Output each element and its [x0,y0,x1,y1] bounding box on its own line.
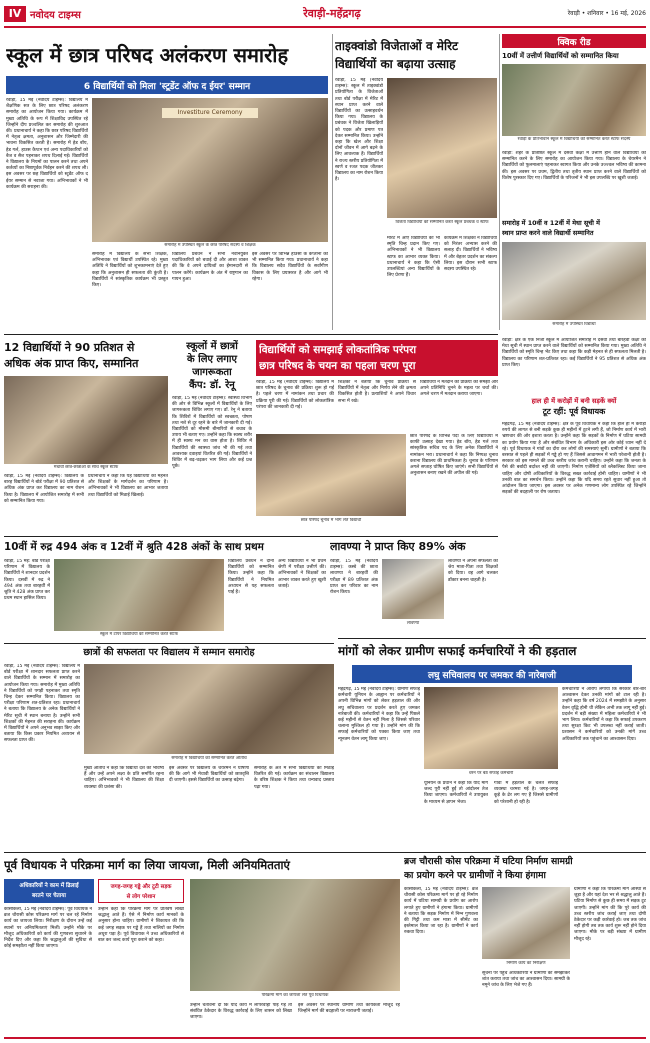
body-col2: मुख्य अतिथि ने कहा कि विद्यार्थी देश का भविष्य हैं और उन्हें अपने लक्ष्य के प्रति समर्पित रहना चाहिए। अभिभावकों ने भी विद्यालय की शिक्षा व्यवस्था की प्रशंसा की। [84,766,164,790]
lavanya-photo [382,559,444,619]
toppers-photo [4,376,168,464]
headline-line2: विद्यार्थियों का बढ़ाया उत्साह [335,57,456,71]
story-braj-chaurasi [404,855,646,1035]
body-col1: रेवाड़ी, 15 मई (नवोदय टाइम्स): विद्यालय के बारह विद्यार्थियों ने बोर्ड परीक्षा में 90 प्रतिशत से अधिक अंक प्राप्त कर विद्यालय का नाम रोशन किया है। विद्यालय में आयोजित समारोह में सभी को सम्मानित किया गया। [4,474,84,504]
body-col4: कर्मचारियों ने आरोप लगाया कि सरकार बार-बार आश्वासन देकर उनकी मांगों को टाल रही है। उन्होंने कहा कि वर्ष 2024 में समझौते के अनुसार वेतन वृद्धि होनी थी लेकिन अभी तक लागू नहीं हुई। प्रदर्शन में बड़ी संख्या में महिला कर्मचारियों ने भी भाग लिया। कर्मचारियों ने कहा कि सफाई उपकरण तथा सुरक्षा किट भी उपलब्ध नहीं कराई जाती। प्रशासन ने कर्मचारियों को उनकी मांगें उच्च अधिकारियों तक पहुंचाने का आश्वासन दिया। [562,687,646,742]
body: महेंद्रगढ़, 15 मई (नवोदय टाइम्स): क्षेत्र के पूर्व विधायक ने कहा कि हाल ही में करोड़ों रुपये की लागत से बनी सड़कें कुछ ही महीनों में टूटने लगी हैं, जो निर्माण कार्य में भारी भ्रष्टाचार की ओर इशारा करता है। उन्होंने कहा कि सड़कों के निर्माण में घटिया सामग्री का प्रयोग किया गया है और संबंधित विभाग के अधिकारी इस ओर कोई ध्यान नहीं दे रहे। पूर्व विधायक ने गांवों का दौरा कर लोगों की समस्याएं सुनीं। ग्रामीणों ने बताया कि बरसात से पहले ही सड़कों में गड्ढे हो गए हैं जिससे आवागमन में भारी परेशानी होती है। सरकार को इस मामले की उच्च स्तरीय जांच करानी चाहिए। उन्होंने कहा कि जनता के पैसे की बर्बादी बर्दाश्त नहीं की जाएगी। निर्माण एजेंसियों को ब्लैकलिस्ट किया जाना चाहिए और दोषी अधिकारियों के विरुद्ध सख्त कार्रवाई होनी चाहिए। ग्रामीणों ने भी उनकी बात का समर्थन किया। उन्होंने कहा कि यदि समय रहते सुधार नहीं हुआ तो आंदोलन किया जाएगा। इस अवसर पर अनेक गणमान्य लोग उपस्थित रहे जिन्होंने सड़कों की बदहाली पर रोष जताया। [502,422,646,496]
story-parikrama-marg [4,855,400,1035]
photo-caption: रेवाड़ी के प्रतिभावान स्कूल में विद्यार्थियों को सम्मानित करते स्टाफ सदस्य [517,137,631,142]
headline: 10वीं में उत्तीर्ण विद्यार्थियों को सम्मानित किया [502,52,619,60]
subhead: लघु सचिवालय पर जमकर की नारेबाजी [427,671,557,680]
section-rule [4,852,646,853]
headline-line1: विद्यार्थियों को समझाई लोकतांत्रिक परंपरा [259,344,417,356]
body-col4: इस अवसर पर स्थानीय ग्रामीण तथा कार्यकर्ता मौजूद रहे जिन्होंने मार्ग की बदहाली पर नाराजगी जताई। [298,1003,400,1015]
headline-line2: अधिक अंक प्राप्त किए, सम्मानित [4,357,139,370]
inspection-photo [190,879,400,991]
section-rule [4,643,334,644]
body-col2: विद्यालय प्रबंधन ने दोनों विद्यार्थियों को सम्मानित किया। उन्होंने कहा कि विद्यार्थियों ने नियमित अध्ययन से यह सफलता पाई है। [228,559,274,596]
masthead [0,0,650,28]
subhead-band [352,665,632,683]
callout-line1: अधिकारियों ने काम में ढिलाई [19,883,79,889]
headline: छात्रों की सफलता पर विद्यालय में सम्मान समारोह [83,647,255,658]
merit-photo [502,242,646,320]
body-col1: रेवाड़ी, 15 मई: बोर्ड परीक्षा परिणाम में विद्यालय के विद्यार्थियों ने शानदार प्रदर्शन किया। दसवीं में रुद्र ने 494 अंक तथा बारहवीं में श्रुति ने 428 अंक प्राप्त कर प्रथम स्थान हासिल किया। [4,559,50,602]
body-col3: ग्रामीणों ने कहा कि परिक्रमा मार्ग आस्था से जुड़ा है और यहां देश भर से श्रद्धालु आते हैं। घटिया निर्माण से कुछ ही समय में सड़क टूट जाएगी। उन्होंने मांग की कि पूरे कार्य की उच्च स्तरीय जांच कराई जाए तथा दोषी ठेकेदार पर कड़ी कार्रवाई हो। जब तक जांच नहीं होगी तब तक कार्य शुरू नहीं होने दिया जाएगा। मौके पर बड़ी संख्या में ग्रामीण मौजूद रहे। [574,887,646,942]
body-col2: प्रधानाचार्य ने कहा कि यह विद्यार्थियों की मेहनत और शिक्षकों के मार्गदर्शन का परिणाम है। अभिभावकों ने भी विद्यालय का आभार जताया तथा विद्यार्थियों को मिठाई खिलाई। [88,474,168,498]
body-col3: विद्यार्थियों ने मतदान की प्रक्रिया को समझा और अपने प्रतिनिधि चुनने के महत्व पर चर्चा की। अगले चरण में मतदान कराया जाएगा। [420,380,498,398]
story-sanitation-strike [338,641,646,849]
body-col4: छात्र परिषद के विभिन्न पदों के लिए विद्यार्थियों में काफी उत्साह देखा गया। हेड बॉय, हेड गर्ल तथा सांस्कृतिक सचिव पद के लिए अनेक विद्यार्थियों ने नामांकन भरा। प्रधानाचार्य ने कहा कि निष्पक्ष चुनाव कराना विद्यालय की प्राथमिकता है। चुनाव के परिणाम अगले सप्ताह घोषित किए जाएंगे। सभी विद्यार्थियों से अनुशासन बनाए रखने की अपील की गई। [410,434,498,477]
body-col1: रेवाड़ी, 15 मई (नवोदय टाइम्स): विद्यालय में शैक्षणिक सत्र के लिए छात्र परिषद अलंकरण समारोह का आयोजन किया गया। कार्यक्रम में मुख्य अतिथि के रूप में शिक्षाविद उपस्थित रहे जिन्होंने दीप प्रज्वलित कर समारोह की शुरुआत की। प्रधानाचार्य ने कहा कि छात्र परिषद विद्यार्थियों में नेतृत्व क्षमता, अनुशासन और जिम्मेदारी की भावना विकसित करती है। समारोह में हेड बॉय, हेड गर्ल, हाउस कैप्टन एवं अन्य पदाधिकारियों को बैज व सैश पहनाकर शपथ दिलाई गई। विद्यार्थियों ने विद्यालय के नियमों का पालन करने तथा अपने कर्तव्यों का निष्ठापूर्वक निर्वहन करने की शपथ ली। इस अवसर पर छह विद्यार्थियों को स्टूडेंट ऑफ द ईयर सम्मान से नवाजा गया। अभिभावकों ने भी कार्यक्रम की सराहना की। [6,98,88,190]
photo-caption: मेधावी छात्र-छात्राओं के साथ स्कूल स्टाफ [53,465,119,470]
kicker: क्विक रीड [557,38,591,47]
headline: लावण्या ने प्राप्त किए 89% अंक [330,540,466,553]
body-col3: विद्यालय प्रबंधन ने सभी नवनियुक्त पदाधिकारियों को बधाई दी और आशा व्यक्त की कि वे अपने दायित्वों का ईमानदारी से पालन करेंगे। कार्यक्रम के अंत में राष्ट्रगान का गायन हुआ। [172,252,248,282]
headline-line1: ताइक्वांडो विजेताओं व मेरिट [335,39,459,53]
body-col3: उन्होंने चेतावनी दी कि यदि कार्य में लापरवाही पाई गई तो संबंधित ठेकेदार के विरुद्ध कार्रवाई के लिए शासन को लिखा जाएगा। [190,1003,292,1021]
photo-caption: विजेता विद्यार्थियों को सम्मानित करते स्कूल प्रबंधक व स्टाफ [395,220,489,225]
headline-line2: छात्र परिषद के चयन का पहला चरण पूरा [259,360,416,372]
headline-line2: के लिए लगाए [186,354,238,365]
column-divider [499,34,500,330]
story-merit-list [502,218,646,336]
body-col3: कार्यक्रम में शिक्षकों ने विद्यार्थियों को निरंतर अभ्यास करने की सलाह दी। विद्यार्थियों ने भविष्य में और बेहतर प्रदर्शन का संकल्प लिया। इस दौरान सभी स्टाफ सदस्य उपस्थित रहे। [444,236,497,273]
toppers-photo [54,559,224,631]
photo-banner: Investiture Ceremony [162,108,258,118]
story-school-felicitation [4,646,334,850]
body-col1: रेवाड़ी, 15 मई (नवोदय टाइम्स): कस्बे की छात्रा लावण्या ने बारहवीं की परीक्षा में 89 प्रतिशत अंक प्राप्त कर परिवार का नाम रोशन किया। [330,559,378,596]
winners-photo [387,78,497,218]
body-col1: रेवाड़ी, 15 मई (नवोदय टाइम्स): विद्यालय में बोर्ड परीक्षा में शानदार सफलता प्राप्त करने वाले विद्यार्थियों के सम्मान में समारोह का आयोजन किया गया। समारोह में मुख्य अतिथि ने विद्यार्थियों को पगड़ी पहनाकर तथा स्मृति चिन्ह देकर सम्मानित किया। विद्यालय का परीक्षा परिणाम शत-प्रतिशत रहा। प्रधानाचार्य ने बताया कि विद्यालय के अनेक विद्यार्थियों ने मेरिट सूची में स्थान बनाया है। उन्होंने सभी शिक्षकों की मेहनत की सराहना की। कार्यक्रम में विद्यार्थियों ने अपने अनुभव साझा किए और बताया कि किस प्रकार नियमित अध्ययन से सफलता प्राप्त की। [4,664,80,744]
body-col1: महेंद्रगढ़, 15 मई (नवोदय टाइम्स): ग्रामीण सफाई कर्मचारी यूनियन के आह्वान पर कर्मचारियों ने अपनी विभिन्न मांगों को लेकर हड़ताल की और लघु सचिवालय पर प्रदर्शन करते हुए जमकर नारेबाजी की। कर्मचारियों ने कहा कि उन्हें पिछले कई महीनों से वेतन नहीं मिला है जिससे परिवार चलाना मुश्किल हो गया है। उन्होंने मांग की कि सफाई कर्मचारियों को पक्का किया जाए तथा न्यूनतम वेतन लागू किया जाए। [338,687,420,742]
callout-line2: बरतने पर चेताया [31,893,67,899]
strike-photo [424,687,558,769]
photo-caption: समारोह में विद्यार्थियों को सम्मानित करते अतिथि [171,756,247,761]
body-col2: मेरिट में आए विद्यार्थियों को भी स्मृति चिन्ह प्रदान किए गए। अभिभावकों ने भी विद्यालय स्टाफ का आभार व्यक्त किया। प्रधानाचार्य ने कहा कि ऐसी उपलब्धियां अन्य विद्यार्थियों के लिए प्रेरणा हैं। [387,236,440,279]
photo-caption: समारोह में उपस्थित विद्यार्थी [552,322,596,327]
headline: मांगों को लेकर ग्रामीण सफाई कर्मचारियों ने की हड़ताल [338,644,577,658]
photo-caption: निर्माण कार्य का निरीक्षण [506,961,546,966]
date-line: रेवाड़ी • शनिवार • 16 मई, 2026 [567,10,646,17]
story-taekwondo [335,34,497,330]
body-col1: कोसीकलां, 15 मई (नवोदय टाइम्स): पूर्व विधायक ने ब्रज चौरासी कोस परिक्रमा मार्ग पर चल रहे निर्माण कार्य का जायजा लिया। निरीक्षण के दौरान उन्हें कई स्थानों पर अनियमितताएं मिलीं। उन्होंने मौके पर मौजूद अधिकारियों को कार्य की गुणवत्ता सुधारने के निर्देश दिए और कहा कि श्रद्धालुओं की सुविधा से कोई समझौता नहीं किया जाएगा। [4,907,92,950]
story-merit-body: रेवाड़ी: क्षेत्र के एक निजी स्कूल में आयोजित समारोह में दसवीं तथा बारहवीं कक्षा की मेधा सूची में स्थान प्राप्त करने वाले विद्यार्थियों को सम्मानित किया गया। मुख्य अतिथि ने विद्यार्थियों को स्मृति चिन्ह भेंट किए तथा कहा कि कड़ी मेहनत से ही सफलता मिलती है। विद्यालय का परिणाम शत-प्रतिशत रहा। कई विद्यार्थियों ने 95 प्रतिशत से अधिक अंक प्राप्त किए। [502,338,646,368]
subhead: 6 विद्यार्थियों को मिला 'स्टूडेंट ऑफ द ईयर' सम्मान [83,82,251,91]
headline-line1: 12 विद्यार्थियों ने 90 प्रतिशत से [4,341,135,354]
body-col3: गांवों में हड़ताल के चलते सफाई व्यवस्था चरमरा गई है। जगह-जगह कूड़े के ढेर लग गए हैं जिससे ग्रामीणों को परेशानी हो रही है। [494,781,558,805]
body-col1: रेवाड़ी, 15 मई (नवोदय टाइम्स): विद्यालय में छात्र परिषद के चुनाव की प्रक्रिया शुरू हो गई है। पहले चरण में नामांकन तथा प्रचार की प्रक्रिया पूरी की गई। विद्यार्थियों को लोकतांत्रिक परंपरा की जानकारी दी गई। [256,380,334,410]
story-chhatra-parishad [4,32,330,332]
body: रेवाड़ी: शहर के प्रतिष्ठित स्कूल में दसवीं कक्षा में उत्तीर्ण होने वाले विद्यार्थियों को सम्मानित करने के लिए समारोह का आयोजन किया गया। विद्यालय के चेयरमैन ने विद्यार्थियों को फूलमालाएं पहनाकर स्वागत किया और उनके उज्ज्वल भविष्य की कामना की। इस अवसर पर प्रथम, द्वितीय तथा तृतीय स्थान प्राप्त करने वाले विद्यार्थियों को विशेष पुरस्कार दिए गए। विद्यार्थियों के परिजनों ने भी इस उपलब्धि पर खुशी जताई। [502,151,646,181]
headline-line4: कैंप: डॉ. रेनू [189,380,235,391]
ceremony-photo [92,98,328,242]
story-quick-read [502,34,646,216]
section-rule [4,536,498,537]
kicker: हाल ही में करोड़ों में बनी सड़कें क्यों [531,397,617,405]
headline-line1: समारोह में 10वीं व 12वीं में मेधा सूची में [502,219,600,227]
photo-caption: समारोह में उपस्थित स्कूल के छात्र परिषद सदस्य व शिक्षक [164,243,256,248]
masthead-rule [4,26,646,28]
callout-box-2 [98,879,184,903]
column-divider [332,34,333,330]
story-democratic-tradition [256,338,498,534]
body-col2: शिक्षकों ने बताया कि चुनाव प्रक्रिया से विद्यार्थियों में नेतृत्व और निर्णय लेने की क्षमता विकसित होती है। प्रत्याशियों ने अपने विचार सभा में रखे। [338,380,416,404]
body-col4: इस अवसर पर विभिन्न हाउसों के कप्तानों को भी सम्मानित किया गया। प्रधानाचार्य ने कहा कि विद्यालय सदैव विद्यार्थियों के सर्वांगीण विकास के लिए प्रयासरत है और आगे भी रहेगा। [252,252,328,282]
photo-caption: धरने पर बैठे सफाई कर्मचारी [468,771,514,776]
headline: टूट रहीं: पूर्व विधायक [542,407,606,416]
headline-band [256,340,498,376]
headline: स्कूल में छात्र परिषद अलंकरण समारोह [6,43,289,67]
students-photo [502,64,646,136]
subhead-band [6,76,328,94]
photo-caption: परिक्रमा मार्ग का जायजा लेते पूर्व विधायक [261,993,329,998]
story-awareness-camp [172,338,252,534]
body: रेवाड़ी, 15 मई (नवोदय टाइम्स): स्वास्थ्य विभाग की ओर से विभिन्न स्कूलों में विद्यार्थियों के लिए जागरूकता शिविर लगाए गए। डॉ. रेनू ने बताया कि शिविरों में विद्यार्थियों को स्वच्छता, पोषण तथा नशे से दूर रहने के बारे में जानकारी दी गई। विद्यार्थियों को मौसमी बीमारियों से बचाव के उपाय भी बताए गए। उन्होंने कहा कि स्वस्थ शरीर में ही स्वस्थ मन का वास होता है। शिविर में विद्यार्थियों की स्वास्थ्य जांच भी की गई तथा आवश्यक दवाइयां वितरित की गईं। विद्यार्थियों ने शिविर में बढ़-चढ़कर भाग लिया और कई प्रश्न पूछे। [172,396,252,470]
body-col3: इस अवसर पर विद्यालय के चेयरमैन ने घोषणा की कि आगे भी मेधावी विद्यार्थियों को छात्रवृत्ति दी जाएगी। इससे विद्यार्थियों का उत्साह बढ़ेगा। [169,766,249,784]
headline-line2: स्थान प्राप्त करने वाले विद्यार्थी सम्मानित [502,229,594,237]
section-rule [338,638,646,639]
body-col4: समारोह के अंत में सभी विद्यार्थियों को मिठाई वितरित की गई। कार्यक्रम का संचालन विद्यालय के वरिष्ठ शिक्षक ने किया तथा धन्यवाद प्रस्ताव पढ़ा गया। [254,766,334,790]
body-col2: लावण्या ने अपनी सफलता का श्रेय माता-पिता तथा शिक्षकों को दिया। वह आगे चलकर डॉक्टर बनना चाहती है। [448,559,498,583]
callout-line1: जगह-जगह गड्ढे और टूटी सड़क [110,884,172,890]
body-col2: उन्होंने कहा कि परिक्रमा मार्ग पर प्रतिवर्ष लाखों श्रद्धालु आते हैं। ऐसे में निर्माण कार्य मानकों के अनुसार होना चाहिए। ग्रामीणों ने शिकायत की कि कई जगह सड़क पर गड्ढे हैं तथा नालियों का निर्माण अधूरा पड़ा है। पूर्व विधायक ने उच्च अधिकारियों से बात कर जल्द कार्य पूरा कराने को कहा। [98,907,184,944]
body-col2: यूनियन के प्रधान ने कहा कि यदि मांगें जल्द पूरी नहीं हुईं तो आंदोलन तेज किया जाएगा। कर्मचारियों ने उपायुक्त के माध्यम से ज्ञापन भेजा। [424,781,488,805]
headline-line2: का प्रयोग करने पर ग्रामीणों ने किया हंगामा [404,870,546,881]
photo-caption: स्कूल में टॉपर विद्यार्थियों को सम्मानित करते स्टाफ [100,632,178,637]
body-col2: समारोह में विद्यालय के सभी शिक्षक, अभिभावक एवं विद्यार्थी उपस्थित रहे। मुख्य अतिथि ने विद्यार्थियों को शुभकामनाएं देते हुए कहा कि अनुशासन ही सफलता की कुंजी है। विद्यार्थियों ने सांस्कृतिक कार्यक्रम भी प्रस्तुत किए। [92,252,168,289]
story-90-percent [4,338,168,534]
callout-box-1 [4,879,94,903]
headline: 10वीं में रुद्र 494 अंक व 12वीं में श्रुति 428 अंकों के साथ प्रथम [4,541,264,553]
story-roads [502,396,646,636]
callout-line2: से लोग परेशान [126,894,156,900]
page-number-badge: IV [4,6,26,22]
edition-name: रेवाड़ी-महेंद्रगढ़ [303,7,361,20]
photo-caption: लावण्या [406,621,420,626]
quick-read-ribbon [502,34,646,48]
bottom-rule [4,1037,646,1039]
paper-name: नवोदय टाइम्स [30,10,81,21]
headline: पूर्व विधायक ने परिक्रमा मार्ग का लिया जायजा, मिली अनियमितताएं [4,858,290,872]
felicitation-photo [84,664,334,754]
body-col1: कोसीकलां, 15 मई (नवोदय टाइम्स): ब्रज चौरासी कोस परिक्रमा मार्ग पर हो रहे निर्माण कार्य में घटिया सामग्री के प्रयोग का आरोप लगाते हुए ग्रामीणों ने हंगामा किया। ग्रामीणों ने बताया कि सड़क निर्माण में निम्न गुणवत्ता की गिट्टी तथा कम मात्रा में सीमेंट का इस्तेमाल किया जा रहा है। ग्रामीणों ने कार्य रुकवा दिया। [404,887,478,936]
section-rule [4,334,498,335]
body-col3: अन्य विद्यार्थियों ने भी प्रथम श्रेणी में परीक्षा उत्तीर्ण की। अभिभावकों ने शिक्षकों का आभार व्यक्त करते हुए खुशी जताई। [278,559,326,589]
election-photo [256,434,406,516]
headline-line3: जागरूकता [192,367,232,378]
story-lavanya [330,539,498,641]
headline-line1: स्कूलों में छात्रों [186,341,238,352]
story-rudra-shruti [4,539,326,641]
body-col1: रेवाड़ी, 15 मई (नवोदय टाइम्स): स्कूल में ताइक्वांडो प्रतियोगिता के विजेताओं तथा बोर्ड परीक्षा में मेरिट में स्थान प्राप्त करने वाले विद्यार्थियों का उत्साहवर्धन किया गया। विद्यालय के प्रबंधक ने विजेता खिलाड़ियों को पदक और प्रमाण पत्र देकर सम्मानित किया। उन्होंने कहा कि खेल और शिक्षा दोनों जीवन में आगे बढ़ने के लिए आवश्यक हैं। विद्यार्थियों ने राज्य स्तरीय प्रतियोगिता में स्वर्ण व रजत पदक जीतकर विद्यालय का नाम रोशन किया है। [335,78,383,183]
body-col2: सूचना पर पहुंचे अधिकारियों ने ग्रामीणों को समझाकर शांत कराया तथा जांच का आश्वासन दिया। सामग्री के नमूने जांच के लिए भेजे गए हैं। [482,971,570,989]
headline-line1: ब्रज चौरासी कोस परिक्रमा में घटिया निर्माण सामग्री [404,856,573,867]
construction-photo [482,887,570,959]
photo-caption: छात्र परिषद चुनाव में भाग लेते विद्यार्थी [300,518,362,523]
